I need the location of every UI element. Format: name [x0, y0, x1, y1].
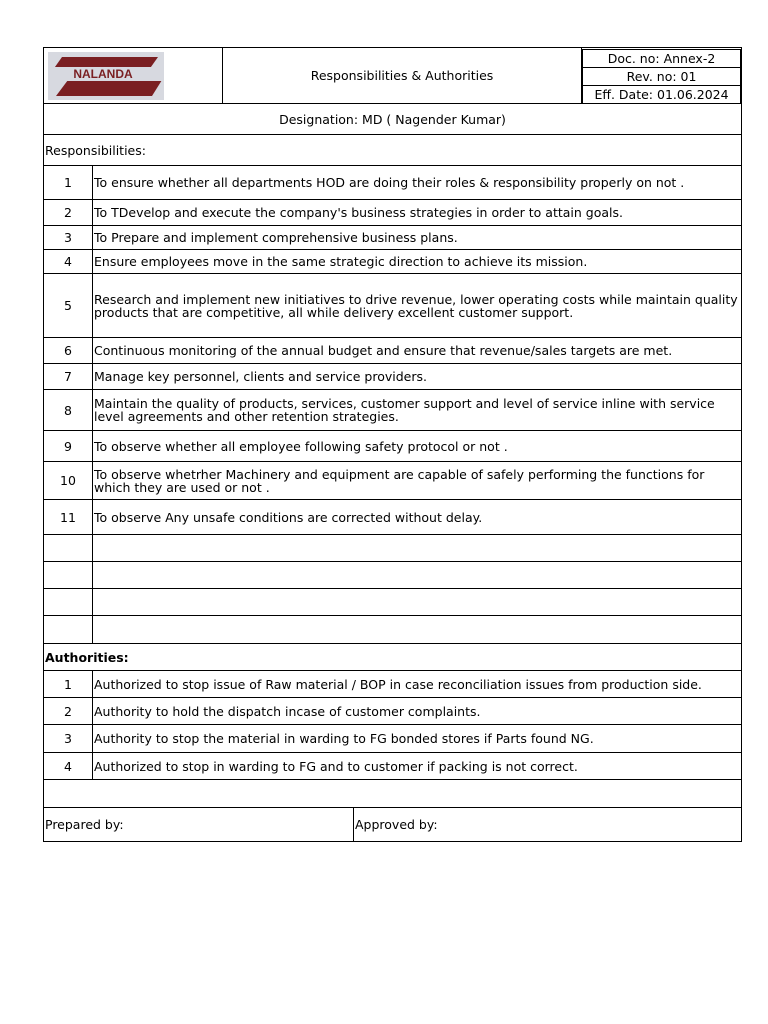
doc-number: Doc. no: Annex-2	[583, 49, 741, 67]
responsibility-text: To Prepare and implement comprehensive business plans.	[93, 226, 742, 250]
responsibility-row	[44, 390, 742, 431]
row-number: 8	[44, 390, 93, 431]
responsibility-text: To observe Any unsafe conditions are corrected without delay.	[93, 500, 742, 535]
authority-text: Authorized to stop in warding to FG and to customer if packing is not correct.	[93, 753, 742, 780]
authority-row	[44, 698, 742, 725]
row-number: 6	[44, 338, 93, 364]
authorities-label: Authorities:	[44, 644, 742, 671]
responsibility-row	[44, 226, 742, 250]
responsibility-text: Research and implement new initiatives to drive revenue, lower operating costs while maintain quality products that are competitive, all while delivery excellent customer support.	[93, 274, 742, 338]
responsibility-row	[44, 462, 742, 500]
empty-row	[44, 589, 742, 616]
row-number: 4	[44, 250, 93, 274]
responsibility-row	[44, 364, 742, 390]
responsibility-text: Manage key personnel, clients and service providers.	[93, 364, 742, 390]
responsibility-text: Continuous monitoring of the annual budget and ensure that revenue/sales targets are met.	[93, 338, 742, 364]
logo-cell	[44, 48, 223, 104]
responsibility-row	[44, 274, 742, 338]
row-number: 3	[44, 725, 93, 753]
authority-row	[44, 725, 742, 753]
spacer-row	[44, 780, 742, 808]
empty-row	[44, 562, 742, 589]
approved-by: Approved by:	[354, 808, 742, 842]
row-number: 10	[44, 462, 93, 500]
authority-row	[44, 671, 742, 698]
page-title: Responsibilities & Authorities	[223, 48, 582, 104]
row-number: 1	[44, 166, 93, 200]
row-number: 2	[44, 200, 93, 226]
prepared-by: Prepared by:	[44, 808, 354, 842]
responsibility-row	[44, 250, 742, 274]
responsibility-row	[44, 500, 742, 535]
authority-text: Authorized to stop issue of Raw material / BOP in case reconciliation issues from production side.	[93, 671, 742, 698]
responsibility-text: To observe whetrher Machinery and equipment are capable of safely performing the functions for which they are used or not .	[93, 462, 742, 500]
row-number: 5	[44, 274, 93, 338]
row-number: 7	[44, 364, 93, 390]
nalanda-logo	[48, 52, 164, 100]
responsibility-text: To ensure whether all departments HOD are doing their roles & responsibility properly on not .	[93, 166, 742, 200]
doc-meta	[582, 48, 742, 104]
responsibility-text: Maintain the quality of products, services, customer support and level of service inline with service level agreements and other retention strategies.	[93, 390, 742, 431]
responsibilities-label: Responsibilities:	[44, 135, 742, 166]
row-number: 11	[44, 500, 93, 535]
row-number: 1	[44, 671, 93, 698]
responsibility-row	[44, 338, 742, 364]
row-number: 4	[44, 753, 93, 780]
designation: Designation: MD ( Nagender Kumar)	[44, 104, 742, 135]
responsibility-row	[44, 200, 742, 226]
authority-text: Authority to hold the dispatch incase of customer complaints.	[93, 698, 742, 725]
row-number: 2	[44, 698, 93, 725]
revision-number: Rev. no: 01	[583, 67, 741, 85]
authority-text: Authority to stop the material in warding to FG bonded stores if Parts found NG.	[93, 725, 742, 753]
effective-date: Eff. Date: 01.06.2024	[583, 85, 741, 103]
responsibility-text: To TDevelop and execute the company's business strategies in order to attain goals.	[93, 200, 742, 226]
responsibility-text: Ensure employees move in the same strategic direction to achieve its mission.	[93, 250, 742, 274]
empty-row	[44, 535, 742, 562]
authority-row	[44, 753, 742, 780]
row-number: 3	[44, 226, 93, 250]
svg-text:NALANDA: NALANDA	[73, 67, 133, 81]
responsibility-row	[44, 431, 742, 462]
responsibilities-authorities-sheet	[43, 47, 742, 842]
empty-row	[44, 616, 742, 644]
responsibility-text: To observe whether all employee following safety protocol or not .	[93, 431, 742, 462]
row-number: 9	[44, 431, 93, 462]
responsibility-row	[44, 166, 742, 200]
